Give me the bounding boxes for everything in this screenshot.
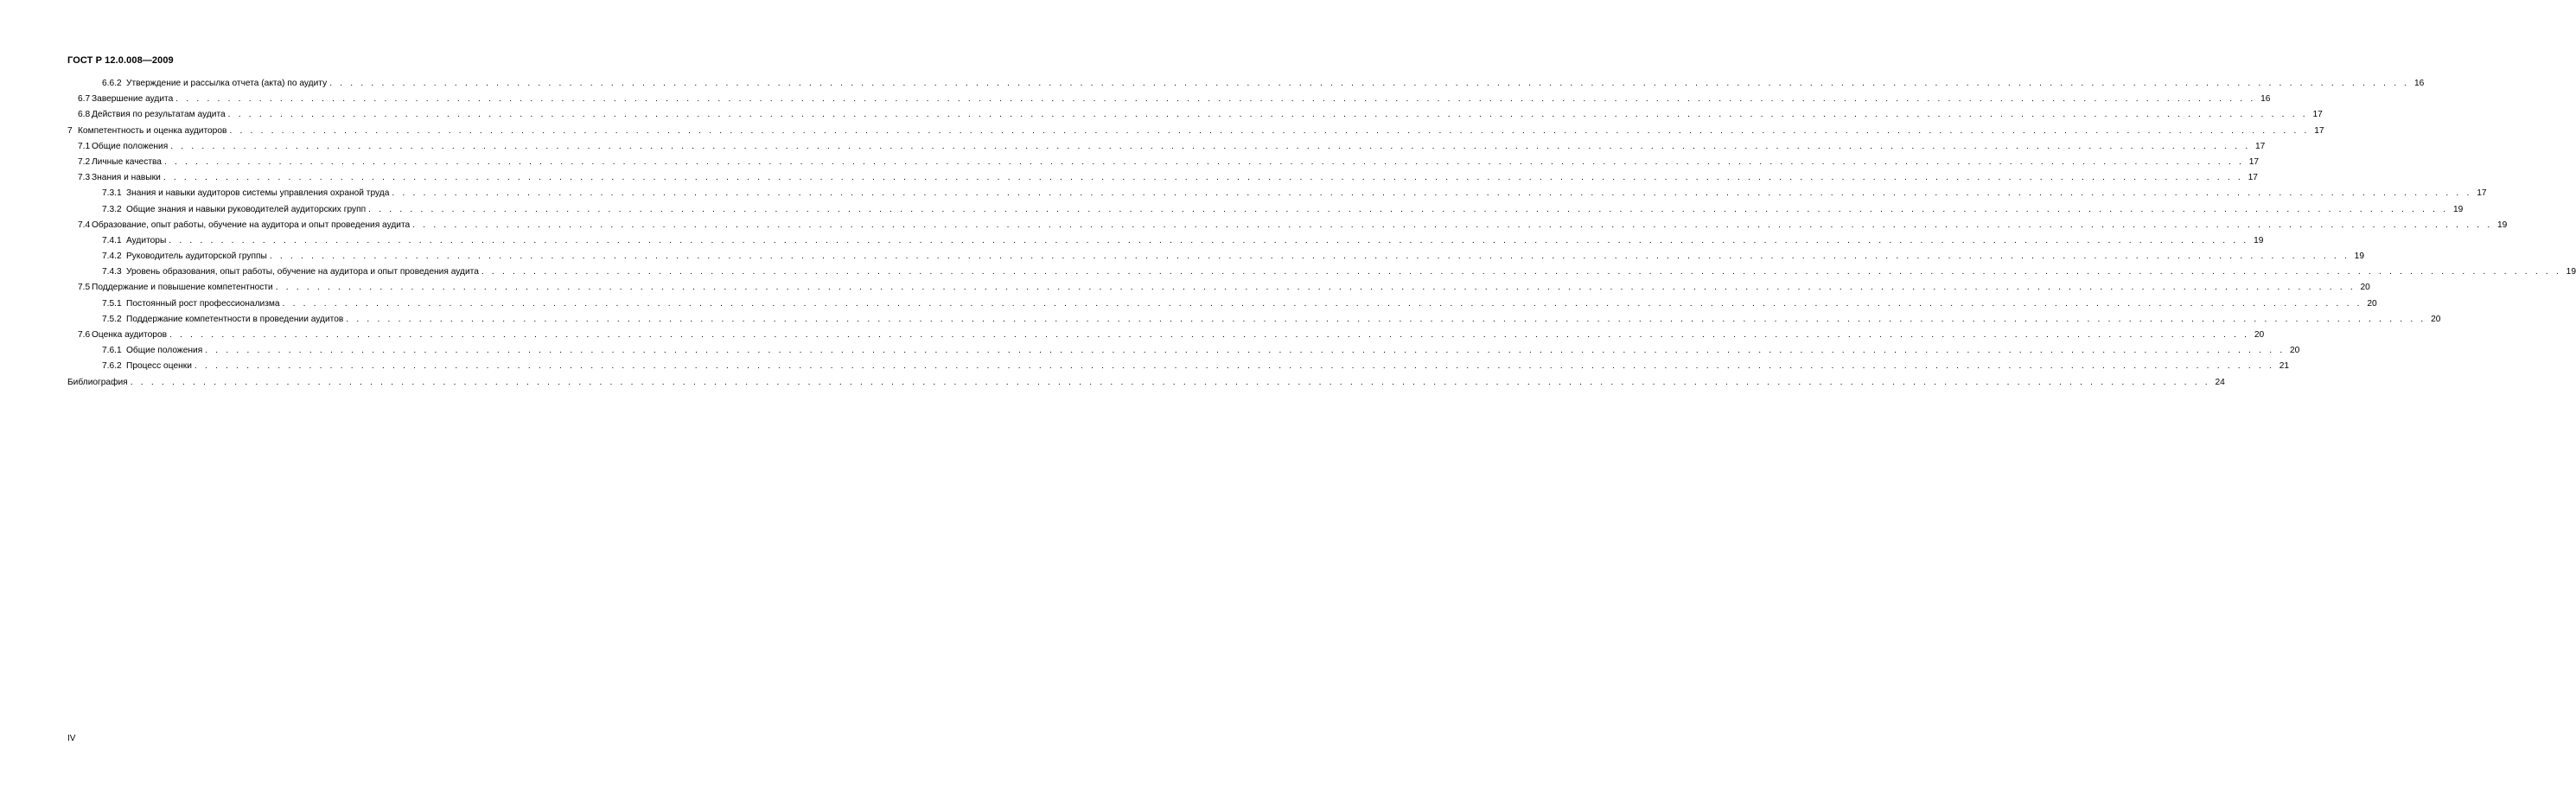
toc-dot-leader: . . . . . . . . . . . . . . . . . . . . . . . . . . . . . . . . . . . . . . . . . . . . . . . . . . . . . . . . . . . . . . . . . . . . . . . . . . . . . . . . . . . . . . . . . . . . . . . . . . . . . . . . . . . . . . . . . . . . . . . . . . . . . . . . . . . . . . . . . . . . . . . . . . . . . . . . . . . . . . . . . . . . . . . . . . . . . . . . . . . . . . . . . . . . . . . . . . . . . . . . xyxy=(163,173,2243,183)
toc-dot-leader: . . . . . . . . . . . . . . . . . . . . . . . . . . . . . . . . . . . . . . . . . . . . . . . . . . . . . . . . . . . . . . . . . . . . . . . . . . . . . . . . . . . . . . . . . . . . . . . . . . . . . . . . . . . . . . . . . . . . . . . . . . . . . . . . . . . . . . . . . . . . . . . . . . . . . . . . . . . . . . . . . . . . . . . . . . . . . . . . . . . . . . . . . . . . . . . . . . . . . . . . xyxy=(229,125,2310,136)
toc-entry-title: Личные качества xyxy=(92,156,162,167)
toc-entry-page: 16 xyxy=(2260,94,2271,105)
toc-entry-title: Действия по результатам аудита xyxy=(92,110,226,120)
standard-header: ГОСТ Р 12.0.008—2009 xyxy=(67,55,174,66)
toc-dot-leader: . . . . . . . . . . . . . . . . . . . . . . . . . . . . . . . . . . . . . . . . . . . . . . . . . . . . . . . . . . . . . . . . . . . . . . . . . . . . . . . . . . . . . . . . . . . . . . . . . . . . . . . . . . . . . . . . . . . . . . . . . . . . . . . . . . . . . . . . . . . . . . . . . . . . . . . . . . . . . . . . . . . . . . . . . . . . . . . . . . . . . . . . . . . . . . . . . . . . . . . . xyxy=(169,235,2249,245)
toc-entry-number: 7.6.2 xyxy=(102,361,122,372)
toc-entry xyxy=(67,173,2258,188)
toc-entry-page: 16 xyxy=(2413,79,2425,88)
toc-entry xyxy=(67,252,2364,267)
toc-entry-number: 7.3 xyxy=(78,173,91,183)
toc-entry-page: 17 xyxy=(2312,110,2323,120)
toc-entry xyxy=(67,377,2225,393)
toc-dot-leader: . . . . . . . . . . . . . . . . . . . . . . . . . . . . . . . . . . . . . . . . . . . . . . . . . . . . . . . . . . . . . . . . . . . . . . . . . . . . . . . . . . . . . . . . . . . . . . . . . . . . . . . . . . . . . . . . . . . . . . . . . . . . . . . . . . . . . . . . . . . . . . . . . . . . . . . . . . . . . . . . . . . . . . . . . . . . . . . . . . . . . . . . . . . . . . . . . . . . . . . . xyxy=(275,283,2356,293)
toc-entry-title: Библиография xyxy=(67,377,128,387)
toc-entry-number: 7.3.2 xyxy=(102,204,122,214)
toc-entry-number: 6.6.2 xyxy=(102,79,122,88)
toc-entry-number: 7.3.1 xyxy=(102,188,122,199)
toc-entry-title: Компетентность и оценка аудиторов xyxy=(78,125,227,136)
toc-entry-number: 6.7 xyxy=(78,94,91,105)
toc-entry xyxy=(67,235,2264,252)
toc-entry xyxy=(67,110,2323,125)
toc-entry-title: Поддержание компетентности в проведении аудитов xyxy=(126,314,344,324)
toc-entry-page: 24 xyxy=(2215,377,2225,387)
toc-entry-number: 7.5.2 xyxy=(102,314,122,324)
toc-dot-leader: . . . . . . . . . . . . . . . . . . . . . . . . . . . . . . . . . . . . . . . . . . . . . . . . . . . . . . . . . . . . . . . . . . . . . . . . . . . . . . . . . . . . . . . . . . . . . . . . . . . . . . . . . . . . . . . . . . . . . . . . . . . . . . . . . . . . . . . . . . . . . . . . . . . . . . . . . . . . . . . . . . . . . . . . . . . . . . . . . . . . . . . . . . . . . . . . . . . . . . . . xyxy=(368,204,2449,214)
toc-entry-number: 7.1 xyxy=(78,141,91,151)
toc-entry-title: Образование, опыт работы, обучение на аудитора и опыт проведения аудита xyxy=(92,220,411,230)
toc-entry xyxy=(67,346,2300,361)
toc-entry xyxy=(67,156,2260,173)
toc-entry-title: Утверждение и рассылка отчета (акта) по аудиту xyxy=(126,79,328,88)
toc-entry xyxy=(67,141,2266,157)
toc-dot-leader: . . . . . . . . . . . . . . . . . . . . . . . . . . . . . . . . . . . . . . . . . . . . . . . . . . . . . . . . . . . . . . . . . . . . . . . . . . . . . . . . . . . . . . . . . . . . . . . . . . . . . . . . . . . . . . . . . . . . . . . . . . . . . . . . . . . . . . . . . . . . . . . . . . . . . . . . . . . . . . . . . . . . . . . . . . . . . . . . . . . . . . . . . . . . . . . . . . . . . . . . xyxy=(163,156,2245,167)
toc-entry-page: 17 xyxy=(2248,156,2260,167)
toc-entry-page: 20 xyxy=(2367,298,2377,309)
toc-entry xyxy=(67,298,2377,315)
toc-entry-number: 7.6 xyxy=(78,330,91,340)
toc-entry xyxy=(67,188,2487,204)
toc-entry-page: 20 xyxy=(2290,346,2300,356)
toc-dot-leader: . . . . . . . . . . . . . . . . . . . . . . . . . . . . . . . . . . . . . . . . . . . . . . . . . . . . . . . . . . . . . . . . . . . . . . . . . . . . . . . . . . . . . . . . . . . . . . . . . . . . . . . . . . . . . . . . . . . . . . . . . . . . . . . . . . . . . . . . . . . . . . . . . . . . . . . . . . . . . . . . . . . . . . . . . . . . . . . . . . . . . . . . . . . . . . . . . . . . . . . . xyxy=(169,330,2250,340)
toc-entry xyxy=(67,94,2271,110)
toc-dot-leader: . . . . . . . . . . . . . . . . . . . . . . . . . . . . . . . . . . . . . . . . . . . . . . . . . . . . . . . . . . . . . . . . . . . . . . . . . . . . . . . . . . . . . . . . . . . . . . . . . . . . . . . . . . . . . . . . . . . . . . . . . . . . . . . . . . . . . . . . . . . . . . . . . . . . . . . . . . . . . . . . . . . . . . . . . . . . . . . . . . . . . . . . . . . . . . . . . . . . . . . . xyxy=(329,79,2410,88)
toc-entry-number: 7 xyxy=(67,125,73,136)
toc-entry xyxy=(67,220,2508,236)
toc-entry-page: 20 xyxy=(2254,330,2265,340)
toc-dot-leader: . . . . . . . . . . . . . . . . . . . . . . . . . . . . . . . . . . . . . . . . . . . . . . . . . . . . . . . . . . . . . . . . . . . . . . . . . . . . . . . . . . . . . . . . . . . . . . . . . . . . . . . . . . . . . . . . . . . . . . . . . . . . . . . . . . . . . . . . . . . . . . . . . . . . . . . . . . . . . . . . . . . . . . . . . . . . . . . . . . . . . . . . . . . . . . . . . . . . . . . . xyxy=(170,141,2251,151)
toc-entry-title: Оценка аудиторов xyxy=(92,330,168,340)
toc-entry xyxy=(67,330,2265,346)
toc-entry-title: Процесс оценки xyxy=(126,361,192,372)
toc-dot-leader: . . . . . . . . . . . . . . . . . . . . . . . . . . . . . . . . . . . . . . . . . . . . . . . . . . . . . . . . . . . . . . . . . . . . . . . . . . . . . . . . . . . . . . . . . . . . . . . . . . . . . . . . . . . . . . . . . . . . . . . . . . . . . . . . . . . . . . . . . . . . . . . . . . . . . . . . . . . . . . . . . . . . . . . . . . . . . . . . . . . . . . . . . . . . . . . . . . . . . . . . xyxy=(412,220,2493,230)
toc-dot-leader: . . . . . . . . . . . . . . . . . . . . . . . . . . . . . . . . . . . . . . . . . . . . . . . . . . . . . . . . . . . . . . . . . . . . . . . . . . . . . . . . . . . . . . . . . . . . . . . . . . . . . . . . . . . . . . . . . . . . . . . . . . . . . . . . . . . . . . . . . . . . . . . . . . . . . . . . . . . . . . . . . . . . . . . . . . . . . . . . . . . . . . . . . . . . . . . . . . . . . . . . xyxy=(269,252,2350,262)
toc-entry-page: 17 xyxy=(2255,141,2266,151)
toc-entry xyxy=(67,314,2441,330)
toc-entry-page: 17 xyxy=(2314,125,2324,136)
toc-entry-page: 21 xyxy=(2279,361,2290,372)
toc-entry xyxy=(67,204,2464,220)
toc-entry-title: Общие положения xyxy=(92,141,169,151)
toc-entry xyxy=(67,79,2425,94)
toc-entry-number: 7.5 xyxy=(78,283,91,293)
toc-entry-title: Завершение аудита xyxy=(92,94,174,105)
table-of-contents xyxy=(67,79,2576,393)
toc-dot-leader: . . . . . . . . . . . . . . . . . . . . . . . . . . . . . . . . . . . . . . . . . . . . . . . . . . . . . . . . . . . . . . . . . . . . . . . . . . . . . . . . . . . . . . . . . . . . . . . . . . . . . . . . . . . . . . . . . . . . . . . . . . . . . . . . . . . . . . . . . . . . . . . . . . . . . . . . . . . . . . . . . . . . . . . . . . . . . . . . . . . . . . . . . . . . . . . . . . . . . . . . xyxy=(346,314,2426,324)
toc-entry-title: Знания и навыки xyxy=(92,173,161,183)
toc-entry-page: 19 xyxy=(2354,252,2364,262)
toc-entry-page: 19 xyxy=(2566,267,2576,277)
toc-dot-leader: . . . . . . . . . . . . . . . . . . . . . . . . . . . . . . . . . . . . . . . . . . . . . . . . . . . . . . . . . . . . . . . . . . . . . . . . . . . . . . . . . . . . . . . . . . . . . . . . . . . . . . . . . . . . . . . . . . . . . . . . . . . . . . . . . . . . . . . . . . . . . . . . . . . . . . . . . . . . . . . . . . . . . . . . . . . . . . . . . . . . . . . . . . . . . . . . . . . . . . . . xyxy=(282,298,2362,309)
toc-dot-leader: . . . . . . . . . . . . . . . . . . . . . . . . . . . . . . . . . . . . . . . . . . . . . . . . . . . . . . . . . . . . . . . . . . . . . . . . . . . . . . . . . . . . . . . . . . . . . . . . . . . . . . . . . . . . . . . . . . . . . . . . . . . . . . . . . . . . . . . . . . . . . . . . . . . . . . . . . . . . . . . . . . . . . . . . . . . . . . . . . . . . . . . . . . . . . . . . . . . . . . . . xyxy=(130,377,2210,387)
toc-dot-leader: . . . . . . . . . . . . . . . . . . . . . . . . . . . . . . . . . . . . . . . . . . . . . . . . . . . . . . . . . . . . . . . . . . . . . . . . . . . . . . . . . . . . . . . . . . . . . . . . . . . . . . . . . . . . . . . . . . . . . . . . . . . . . . . . . . . . . . . . . . . . . . . . . . . . . . . . . . . . . . . . . . . . . . . . . . . . . . . . . . . . . . . . . . . . . . . . . . . . . . . . xyxy=(175,94,2256,105)
toc-dot-leader: . . . . . . . . . . . . . . . . . . . . . . . . . . . . . . . . . . . . . . . . . . . . . . . . . . . . . . . . . . . . . . . . . . . . . . . . . . . . . . . . . . . . . . . . . . . . . . . . . . . . . . . . . . . . . . . . . . . . . . . . . . . . . . . . . . . . . . . . . . . . . . . . . . . . . . . . . . . . . . . . . . . . . . . . . . . . . . . . . . . . . . . . . . . . . . . . . . . . . . . . xyxy=(227,110,2308,120)
toc-entry xyxy=(67,267,2576,283)
toc-entry-number: 7.6.1 xyxy=(102,346,122,356)
toc-entry-number: 7.2 xyxy=(78,156,91,167)
toc-entry-page: 19 xyxy=(2497,220,2508,230)
toc-entry-number: 7.4.3 xyxy=(102,267,122,277)
toc-entry-title: Руководитель аудиторской группы xyxy=(126,252,267,262)
toc-entry-number: 7.5.1 xyxy=(102,298,122,309)
toc-dot-leader: . . . . . . . . . . . . . . . . . . . . . . . . . . . . . . . . . . . . . . . . . . . . . . . . . . . . . . . . . . . . . . . . . . . . . . . . . . . . . . . . . . . . . . . . . . . . . . . . . . . . . . . . . . . . . . . . . . . . . . . . . . . . . . . . . . . . . . . . . . . . . . . . . . . . . . . . . . . . . . . . . . . . . . . . . . . . . . . . . . . . . . . . . . . . . . . . . . . . . . . . xyxy=(481,267,2562,277)
toc-entry-number: 7.4.2 xyxy=(102,252,122,262)
toc-entry xyxy=(67,361,2290,377)
toc-entry-page: 19 xyxy=(2452,204,2464,214)
toc-entry-page: 17 xyxy=(2248,173,2258,183)
page-number: IV xyxy=(67,734,76,743)
toc-entry-title: Аудиторы xyxy=(126,235,167,245)
toc-dot-leader: . . . . . . . . . . . . . . . . . . . . . . . . . . . . . . . . . . . . . . . . . . . . . . . . . . . . . . . . . . . . . . . . . . . . . . . . . . . . . . . . . . . . . . . . . . . . . . . . . . . . . . . . . . . . . . . . . . . . . . . . . . . . . . . . . . . . . . . . . . . . . . . . . . . . . . . . . . . . . . . . . . . . . . . . . . . . . . . . . . . . . . . . . . . . . . . . . . . . . . . . xyxy=(205,346,2286,356)
toc-entry-title: Знания и навыки аудиторов системы управления охраной труда xyxy=(126,188,390,199)
toc-entry-number: 7.4.1 xyxy=(102,235,122,245)
toc-entry xyxy=(67,125,2324,142)
toc-entry-title: Постоянный рост профессионализма xyxy=(126,298,280,309)
toc-dot-leader: . . . . . . . . . . . . . . . . . . . . . . . . . . . . . . . . . . . . . . . . . . . . . . . . . . . . . . . . . . . . . . . . . . . . . . . . . . . . . . . . . . . . . . . . . . . . . . . . . . . . . . . . . . . . . . . . . . . . . . . . . . . . . . . . . . . . . . . . . . . . . . . . . . . . . . . . . . . . . . . . . . . . . . . . . . . . . . . . . . . . . . . . . . . . . . . . . . . . . . . . xyxy=(392,188,2472,199)
toc-entry xyxy=(67,283,2370,298)
toc-entry-title: Общие знания и навыки руководителей аудиторских групп xyxy=(126,204,367,214)
toc-entry-title: Уровень образования, опыт работы, обучение на аудитора и опыт проведения аудита xyxy=(126,267,479,277)
toc-dot-leader: . . . . . . . . . . . . . . . . . . . . . . . . . . . . . . . . . . . . . . . . . . . . . . . . . . . . . . . . . . . . . . . . . . . . . . . . . . . . . . . . . . . . . . . . . . . . . . . . . . . . . . . . . . . . . . . . . . . . . . . . . . . . . . . . . . . . . . . . . . . . . . . . . . . . . . . . . . . . . . . . . . . . . . . . . . . . . . . . . . . . . . . . . . . . . . . . . . . . . . . . xyxy=(194,361,2275,372)
toc-entry-page: 17 xyxy=(2477,188,2487,199)
toc-entry-number: 6.8 xyxy=(78,110,91,120)
toc-entry-title: Общие положения xyxy=(126,346,203,356)
toc-entry-page: 19 xyxy=(2254,235,2264,245)
toc-entry-page: 20 xyxy=(2431,314,2441,324)
toc-entry-title: Поддержание и повышение компетентности xyxy=(92,283,273,293)
toc-entry-page: 20 xyxy=(2360,283,2370,293)
toc-entry-number: 7.4 xyxy=(78,220,91,230)
